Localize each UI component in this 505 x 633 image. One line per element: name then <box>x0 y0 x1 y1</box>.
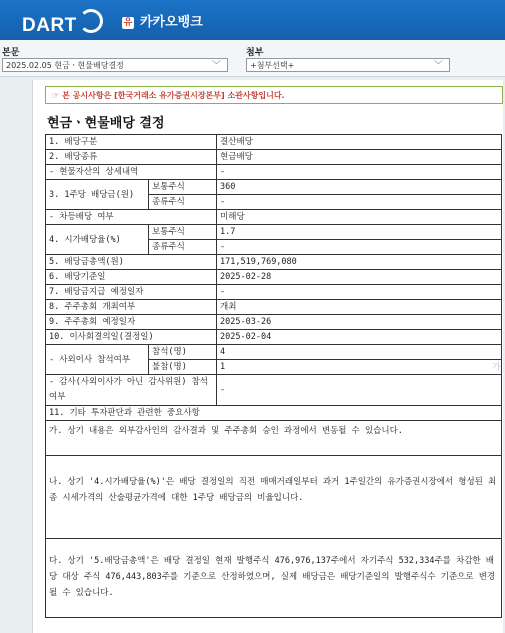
table-row <box>46 375 502 406</box>
notice-text: 본 공시사항은 [한국거래소 유가증권시장본부] 소관사항입니다. <box>62 91 285 100</box>
attachment-select-value: +첨부선택+ <box>250 61 295 70</box>
notice-banner <box>45 86 503 104</box>
table-row <box>46 421 502 456</box>
row-value: 1.7 <box>217 225 502 240</box>
row-value: 현금배당 <box>217 150 502 165</box>
row-sublabel: 참석(명) <box>149 345 217 360</box>
row-sublabel: 불참(명) <box>149 360 217 375</box>
row-label: 7. 배당금지급 예정일자 <box>46 285 217 300</box>
row-label: 3. 1주당 배당금(원) <box>46 180 149 210</box>
row-value: - <box>217 375 502 406</box>
main-doc-label: 본문 <box>2 48 20 58</box>
row-value: - <box>217 195 502 210</box>
table-row <box>46 135 502 150</box>
table-row <box>46 165 502 180</box>
table-row <box>46 180 502 195</box>
row-label: 9. 주주총회 예정일자 <box>46 315 217 330</box>
page-title: 현금ㆍ현물배당 결정 <box>47 116 165 131</box>
row-value: 2025-03-26 <box>217 315 502 330</box>
row-value: - <box>217 285 502 300</box>
table-row <box>46 345 502 360</box>
section-heading: 11. 기타 투자판단과 관련한 중요사항 <box>46 406 502 421</box>
dart-swirl-icon <box>79 9 103 33</box>
row-value: - <box>217 240 502 255</box>
row-label: 8. 주주총회 개최여부 <box>46 300 217 315</box>
dart-header <box>0 0 505 40</box>
table-row <box>46 315 502 330</box>
row-label: 5. 배당금총액(원) <box>46 255 217 270</box>
row-label: 1. 배당구분 <box>46 135 217 150</box>
row-label: 6. 배당기준일 <box>46 270 217 285</box>
chevron-down-icon: ﹀ <box>211 61 221 71</box>
table-row <box>46 150 502 165</box>
company-badge-icon: 유 <box>123 18 133 28</box>
row-value: 결산배당 <box>217 135 502 150</box>
row-label: 2. 배당종류 <box>46 150 217 165</box>
row-label: - 감사(사외이사가 아닌 감사위원) 참석여부 <box>46 375 217 406</box>
disclosure-table <box>45 134 502 618</box>
row-value: 개최 <box>217 300 502 315</box>
table-row <box>46 225 502 240</box>
row-value: 미해당 <box>217 210 502 225</box>
company-name[interactable]: 유 카카오뱅크 <box>123 15 203 30</box>
row-sublabel: 종류주식 <box>149 240 217 255</box>
row-value: - <box>217 165 502 180</box>
table-row <box>46 285 502 300</box>
row-sublabel: 보통주식 <box>149 180 217 195</box>
table-row <box>46 300 502 315</box>
attachment-label: 첨부 <box>246 48 264 58</box>
row-label: - 현물자산의 상세내역 <box>46 165 217 180</box>
chevron-down-icon: ﹀ <box>433 61 443 71</box>
row-label: - 차등배당 여부 <box>46 210 217 225</box>
table-row <box>46 330 502 345</box>
row-value: 1 <box>217 360 502 375</box>
table-row <box>46 270 502 285</box>
dart-logo[interactable]: DART <box>22 9 103 37</box>
table-row <box>46 255 502 270</box>
table-row <box>46 406 502 421</box>
table-row <box>46 456 502 539</box>
note-paragraph: 가. 상기 내용은 외부감사인의 감사결과 및 주주총회 승인 과정에서 변동될 수 있습니다. <box>46 421 502 456</box>
row-value: 360 <box>217 180 502 195</box>
table-row <box>46 539 502 618</box>
row-value: 2025-02-04 <box>217 330 502 345</box>
row-sublabel: 종류주식 <box>149 195 217 210</box>
row-sublabel: 보통주식 <box>149 225 217 240</box>
row-value: 2025-02-28 <box>217 270 502 285</box>
row-value: 171,519,769,080 <box>217 255 502 270</box>
note-paragraph: 다. 상기 '5.배당금총액'은 배당 결정일 현재 발행주식 476,976,137주에서 자기주식 532,334주를 차감한 배당 대상 주식 476,443,803주를 기준으로 산정하였으며, 실제 배당금은 배당기준일의 발행주식수 기준으로 변경될 수 있습니다. <box>46 539 502 618</box>
row-label: - 사외이사 참석여부 <box>46 345 149 375</box>
watermark: 가 <box>492 363 501 373</box>
row-value: 4 <box>217 345 502 360</box>
note-paragraph: 나. 상기 '4.시가배당율(%)'은 배당 결정일의 직전 매매거래일부터 과거 1주일간의 유가증권시장에서 형성된 최종 시세가격의 산술평균가격에 대한 1주당 배당금의 비율입니다. <box>46 456 502 539</box>
main-doc-select-value: 2025.02.05 현금ㆍ현물배당결정 <box>6 61 124 70</box>
pointing-hand-icon: ☞ <box>52 91 60 100</box>
document-body <box>32 80 503 633</box>
row-label: 4. 시가배당율(%) <box>46 225 149 255</box>
main-doc-select[interactable] <box>2 58 228 72</box>
row-label: 10. 이사회결의일(결정일) <box>46 330 217 345</box>
document-selector-bar <box>0 40 505 77</box>
table-row <box>46 210 502 225</box>
attachment-select[interactable] <box>246 58 450 72</box>
